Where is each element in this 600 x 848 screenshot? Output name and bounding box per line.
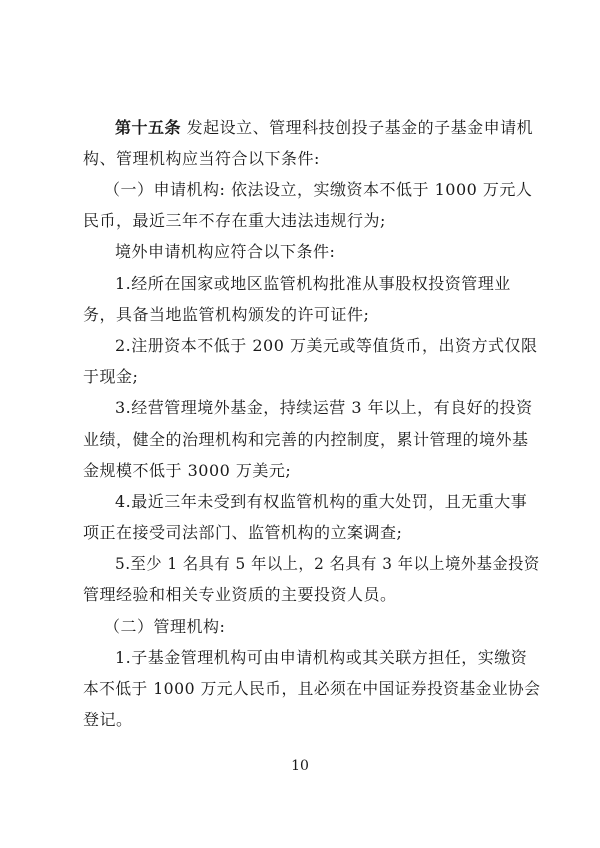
section2-item-1-line1: 1.子基金管理机构可由申请机构或其关联方担任，实缴资: [115, 648, 528, 667]
list-item-1-line2: 务，具备当地监管机构颁发的许可证件;: [83, 305, 370, 324]
overseas-intro: 境外申请机构应符合以下条件:: [115, 242, 336, 261]
article-number: 第十五条: [115, 118, 182, 137]
list-item-5-line1: 5.至少 1 名具有 5 年以上，2 名具有 3 年以上境外基金投资: [115, 554, 540, 573]
list-item-2-line2: 于现金;: [83, 367, 139, 386]
paragraph-line: 构、管理机构应当符合以下条件:: [83, 149, 320, 168]
section1-heading-line: [104, 180, 532, 200]
section2-item-1-line2: 本不低于 1000 万元人民币，且必须在中国证券投资基金业协会: [83, 679, 541, 698]
list-item-5-line2: 管理经验和相关专业资质的主要投资人员。: [83, 585, 397, 604]
page-number: 10: [291, 758, 309, 774]
section2-title: （二）管理机构:: [104, 617, 226, 636]
section2-item-1-line3: 登记。: [83, 710, 133, 729]
section1-title: （一）申请机构:: [104, 180, 226, 199]
list-item-4-line2: 项正在接受司法部门、监管机构的立案调查;: [83, 523, 403, 542]
list-item-3-line2: 业绩，健全的治理机构和完善的内控制度，累计管理的境外基: [83, 430, 529, 449]
list-item-3-line1: 3.经营管理境外基金，持续运营 3 年以上，有良好的投资: [115, 398, 533, 417]
list-item-1-line1: 1.经所在国家或地区监管机构批准从事股权投资管理业: [115, 274, 511, 293]
article-intro: 发起设立、管理科技创投子基金的子基金申请机: [186, 118, 534, 137]
list-item-3-line3: 金规模不低于 3000 万美元;: [83, 461, 292, 480]
section1-text: 依法设立，实缴资本不低于 1000 万元人: [231, 180, 533, 199]
list-item-2-line1: 2.注册资本不低于 200 万美元或等值货币，出资方式仅限: [115, 336, 538, 355]
article-heading-line: [115, 118, 533, 138]
list-item-4-line1: 4.最近三年未受到有权监管机构的重大处罚，且无重大事: [115, 492, 528, 511]
paragraph-line: 民币，最近三年不存在重大违法违规行为;: [83, 211, 386, 230]
